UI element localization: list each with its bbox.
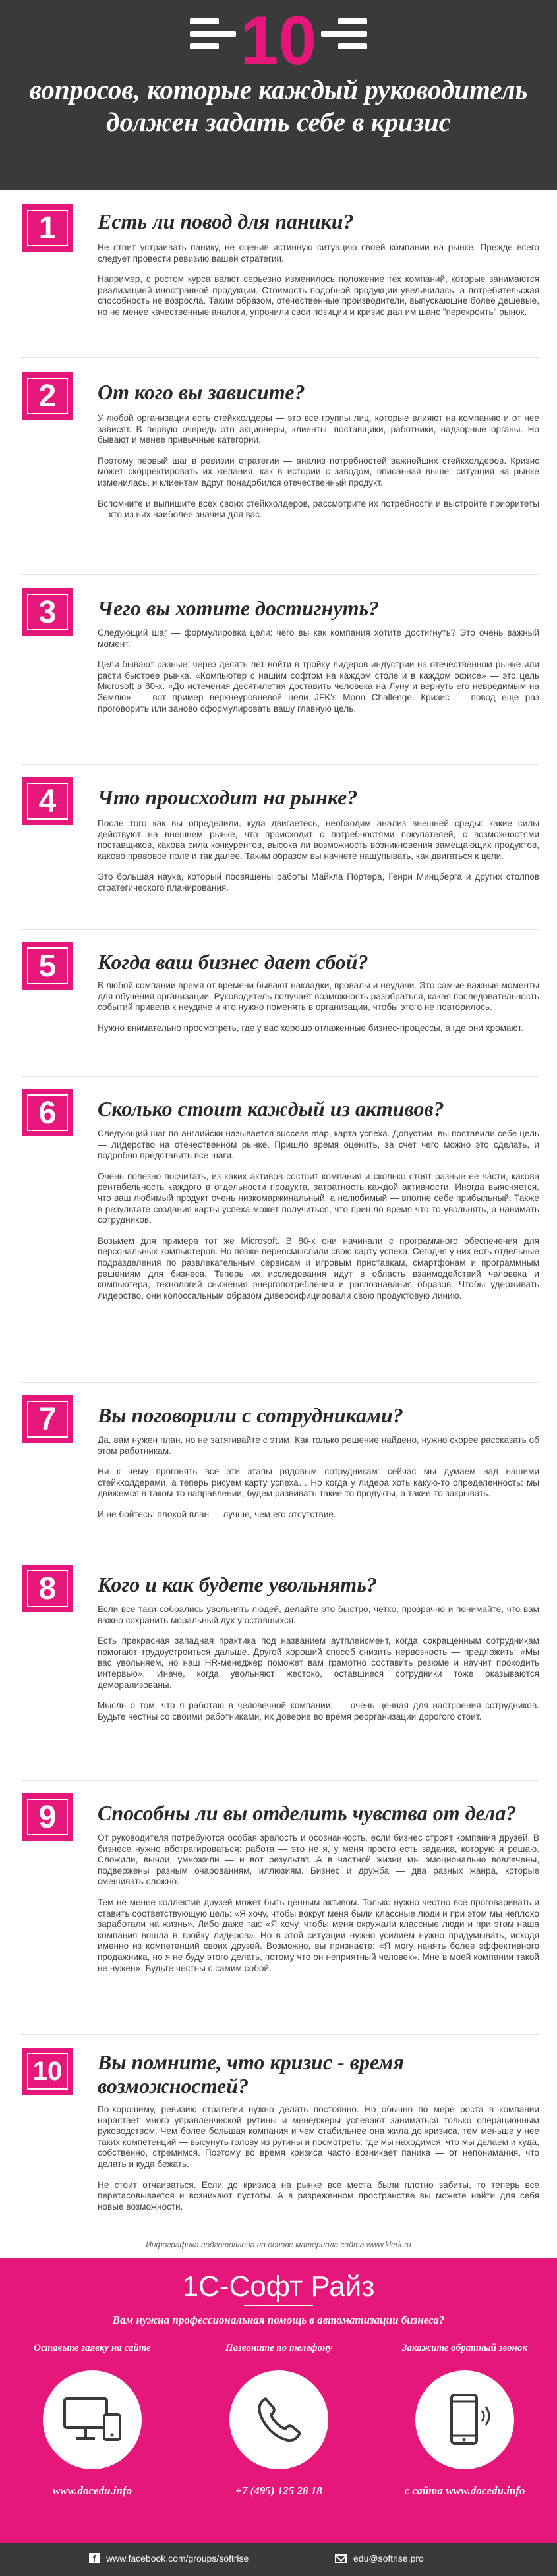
phone-number[interactable]: +7 (495) 125 28 18 [235, 2484, 322, 2497]
question-title: Есть ли повод для паники? [98, 210, 354, 233]
email-address: edu@softrise.pro [353, 2553, 424, 2563]
paragraph: Ни к чему прогонять все эти этапы рядовым сотрудникам: сейчас мы думаем над нашими стейкхолдерами, а теперь рисуем карту успеха… Но когда у лидера хоть какую-то определенность: мы движемся в таком-то направлении, будем развивать такие-то продукты, а такие-то закрывать. [98, 1467, 539, 1499]
question-title: Вы помните, что кризис - время возможностей? [98, 2050, 404, 2098]
question-title: Когда ваш бизнес дает сбой? [98, 950, 368, 974]
footer-question: Вам нужна профессиональная помощь в автоматизации бизнеса? [112, 2314, 445, 2326]
divider [21, 1076, 539, 1077]
question-title: Вы поговорили с сотрудниками? [98, 1403, 403, 1427]
question-number-badge: 2 [22, 372, 73, 420]
phone-icon [229, 2370, 328, 2469]
question-number-badge: 5 [22, 942, 73, 990]
divider [21, 1382, 539, 1383]
paragraph: И не бойтесь: плохой план — лучше, чем его отсутствие. [98, 1509, 336, 1519]
paragraph: Мысль о том, что я работаю в человечной компании, — очень ценная для настроения сотрудников. Будьте честны со своими работниками, их доверие во время реорганизации дорогого стоит. [98, 1700, 539, 1722]
question-body [98, 242, 539, 328]
paragraph: Если все-таки собрались увольнять людей, делайте это быстро, четко, прозрачно и понимайте, что вам важно сохранить моральный дух у оставшихся. [98, 1604, 539, 1625]
page-title: вопросов, которые каждый руководитель должен задать себе в кризис [29, 74, 528, 137]
email-icon [335, 2554, 347, 2563]
divider [21, 929, 539, 930]
source-note: Инфографика подготовлена на основе материала сайта www.klerk.ru [146, 2240, 411, 2249]
question-body [98, 2104, 539, 2222]
paragraph: Например, с ростом курса валют серьезно изменилось положение тех компаний, которые занимаются реализацией иностранной продукции. Стоимость подобной продукции увеличилась, а потребительская способность не возросла. Таким образом, отечественные производители, выпускающие более дешевые, но не менее качественные аналоги, упрочили свои позиции и кризис дал им шанс "перекроить" рынок. [98, 274, 539, 317]
header-number: 10 [240, 3, 317, 79]
divider [21, 2034, 539, 2035]
question-number-badge: 8 [22, 1565, 73, 1612]
question-body [98, 1604, 539, 1732]
paragraph: Не стоит устраивать панику, не оценив истинную ситуацию своей компании на рынке. Прежде всего следует провести ревизию вашей стратегии. [98, 242, 539, 264]
question-number-badge: 1 [22, 204, 73, 252]
paragraph: Следующий шаг — формулировка цели: чего вы как компания хотите достигнуть? Это очень важный момент. [98, 628, 539, 649]
question-section [0, 1389, 557, 1547]
question-section [0, 582, 557, 773]
question-section [0, 1787, 557, 2037]
contact-heading: Позвоните по телефону [225, 2343, 332, 2353]
paragraph: Очень полезно посчитать, из каких активов состоит компания и сколько стоят разные ее части, какова рентабельность каждого в отдельности продукта, затратность каждой активности. Иногда выясняется, что ваш любимый продукт очень низкомаржинальный, а нелюбимый — вполне себе прибыльный. Также в результате создания карты успеха может получиться, что пришло время что-то увольнять, а нанимать сотрудников. [98, 1171, 539, 1225]
brand-name: 1С-Софт Райз [182, 2270, 375, 2303]
paragraph: Следующий шаг по-английски называется success map, карта успеха. Допустим, вы поставили себе цель — лидерство на отечественном рынке. Пришло время оценить, за счет чего можно это сделать, и подробно представить все шаги. [98, 1129, 539, 1161]
facebook-icon: f [89, 2553, 100, 2563]
question-section [0, 366, 557, 576]
email-link[interactable] [335, 2553, 424, 2563]
paragraph: Не стоит отчаиваться. Если до кризиса на рынке все места были плотно забиты, то теперь все перетасовывается и возникают пустоты. А в разреженном пространстве вы можете найти для себя новые возможности. [98, 2179, 539, 2212]
question-section [0, 771, 557, 932]
question-title: Что происходит на рынке? [98, 785, 358, 809]
paragraph: От руководителя потребуются особая зрелость и осознанность, если бизнес строят компания друзей. В бизнесе нужно абстрагироваться: работа — это не я, у меня просто есть задачка, которую я решаю. Сложили, вычли, умножили — и вот результат. А в частной жизни мы эмоционально вовлечены, подвержены разным очарованиям, иллюзиям. Бизнес и дружба — два разных жанра, которые смешивать сложно. [98, 1833, 539, 1887]
question-title: Чего вы хотите достигнуть? [98, 596, 380, 620]
contact-heading: Закажите обратный звонок [401, 2343, 528, 2353]
paragraph: Возьмем для примера тот же Microsoft. В 80-х они начинали с программного обеспечения для персональных компьютеров. Но позже переосмыслили свою карту успеха. Сегодня у них есть отдельные подразделения по развлекательным сервисам и игровым приставкам, смартфонам и программным решениям для бизнеса. Теперь их исследования идут в область взаимодействий человека и компьютера, технологий снижения энергопотребления и распознавания образов. Чтобы удерживать лидерство, они колоссальным образом диверсифицировали свою продуктовую линию. [98, 1235, 539, 1301]
question-body [98, 413, 539, 530]
paragraph: Нужно внимательно просмотреть, где у вас хорошо отлаженные бизнес-процессы, а где они хромают. [98, 1022, 523, 1033]
facebook-url: www.facebook.com/groups/softrise [106, 2553, 249, 2563]
paragraph: После того как вы определили, куда двигаетесь, необходим анализ внешней среды: какие силы действуют на внешнем рынке, что происходит с потребностями покупателей, с возможностями поставщиков, какова сила конкурентов, высока ли возможность возникновения замещающих продуктов, каково правовое поле и так далее. Таким образом вы начнете нащупывать, как двигаться к цели. [98, 818, 539, 861]
paragraph: Это большая наука, который посвящены работы Майкла Портера, Генри Минцберга и других столпов стратегического планирования. [98, 872, 539, 893]
contact-heading: Оставьте заявку на сайте [34, 2343, 151, 2353]
paragraph: По-хорошему, ревизию стратегии нужно делать постоянно. Но обычно по мере роста в компании нарастает много управленческой рутины и менеджеры успевают заниматься только операционным руководством. Чем более большая компания и чем стабильнее она жила до кризиса, тем меньше у нее таких компетенций — высунуть голову из рутины и посмотреть: где мы находимся, что мы делаем и куда, собственно, стремимся. Поэтому во время кризиса часто возникает паника — от непонимания, что делать и куда бежать. [98, 2104, 539, 2169]
facebook-link[interactable] [89, 2553, 249, 2563]
divider [244, 2305, 313, 2306]
question-section [0, 2041, 557, 2232]
paragraph: В любой компании время от времени бывают накладки, провалы и неудачи. Это самые важные моменты для обучения организации. Руководитель получает возможность разобраться, какая последовательность событий привела к неудаче и что нужно поменять в организации, чтобы этого не повторилось. [98, 980, 539, 1013]
question-body [98, 1833, 539, 1984]
divider [21, 574, 539, 575]
divider [21, 764, 539, 765]
callback-link[interactable]: с сайта www.docedu.info [404, 2484, 525, 2497]
question-number-badge: 4 [22, 777, 73, 825]
question-title: Сколько стоит каждый из активов? [98, 1097, 444, 1121]
question-section [0, 1082, 557, 1372]
paragraph: Поэтому первый шаг в ревизии стратегии — анализ потребностей важнейших стейкхолдеров. Кризис может скорректировать их желания, как в истории с заводом, описанная выше: ситуация на рынке изменилась, и клиентам вдруг понадобился отечественный продукт. [98, 455, 539, 488]
divider [21, 1780, 539, 1781]
question-body [98, 1129, 539, 1311]
question-body [98, 980, 539, 1044]
footer [0, 2258, 557, 2543]
question-section [0, 936, 557, 1074]
question-number-badge: 9 [22, 1793, 73, 1841]
paragraph: Вспомните и выпишите всех своих стейкхолдеров, рассмотрите их потребности и выстройте приоритеты — кто из них наиболее значим для вас. [98, 498, 539, 520]
question-number-badge: 6 [22, 1089, 73, 1136]
website-link[interactable]: www.docedu.info [52, 2484, 132, 2497]
paragraph: Тем не менее коллектив друзей может быть ценным активом. Только нужно честно все проговаривать и ставить соответствующую цель: «Я хочу, чтобы вокруг меня были классные люди и при этом мы неплохо заработали на жизнь». Либо даже так: «Я хочу, чтобы меня окружали классные люди и при этом наша компания вошла в тройку лидеров». Но в этой ситуации нужно усилием нужно придумывать, исходя именно из компетенций своих друзей. Возможно, вы признаете: «Я могу нанять более эффективного продажника, но я не буду этого делать, потому что он неприятный человек». Мне в моей компании такой не нужен». Будьте честны с самим собой. [98, 1897, 539, 1973]
divider [21, 357, 539, 358]
paragraph: Цели бывают разные: через десять лет войти в тройку лидеров индустрии на отечественном рынке или расти быстрее рынка. «Компьютер с нашим софтом на каждом столе и в каждом офисе» — это цель Microsoft в 80-х. «До истечения десятилетия доставить человека на Луну и вернуть его невредимым на Землю» — вот пример верхнеуровневой цели JFK's Moon Challenge. Кризис — повод еще раз проговорить или заново сформулировать вашу главную цель. [98, 659, 539, 714]
smartphone-icon [415, 2370, 514, 2469]
question-number-badge: 7 [22, 1395, 73, 1443]
bottom-bar [0, 2543, 557, 2576]
question-body [98, 628, 539, 724]
paragraph: Да, вам нужен план, но не затягивайте с этим. Как только решение найдено, нужно скорее рассказать об этом работникам. [98, 1435, 539, 1456]
question-section [0, 1558, 557, 1779]
question-body [98, 818, 539, 904]
question-section [0, 198, 557, 349]
question-body [98, 1435, 539, 1530]
computer-icon [43, 2370, 142, 2469]
question-title: От кого вы зависите? [98, 380, 305, 404]
paragraph: Есть прекрасная западная практика под названием аутплейсмент, когда сокращенным сотрудникам помогают трудоустроиться дальше. Другой хороший способ снизить нервозность — предложить: «Мы вас увольняем, но наш HR-менеджер поможет вам грамотно составить резюме и научит проходить интервью». Иначе, когда увольняют жестоко, оставшиеся сотрудники тоже оказываются деморализованы. [98, 1636, 539, 1690]
question-number-badge: 3 [22, 588, 73, 636]
header [0, 0, 557, 190]
question-title: Кого и как будете увольнять? [98, 1573, 377, 1596]
question-number-badge: 10 [22, 2048, 73, 2095]
paragraph: У любой организации есть стейкхолдеры — это все группы лиц, которые влияют на компанию и от нее зависят. В первую очередь это акционеры, клиенты, поставщики, работники, надзорные органы. Но бывают и менее привычные категории. [98, 413, 539, 445]
question-title: Способны ли вы отделить чувства от дела? [98, 1801, 517, 1825]
